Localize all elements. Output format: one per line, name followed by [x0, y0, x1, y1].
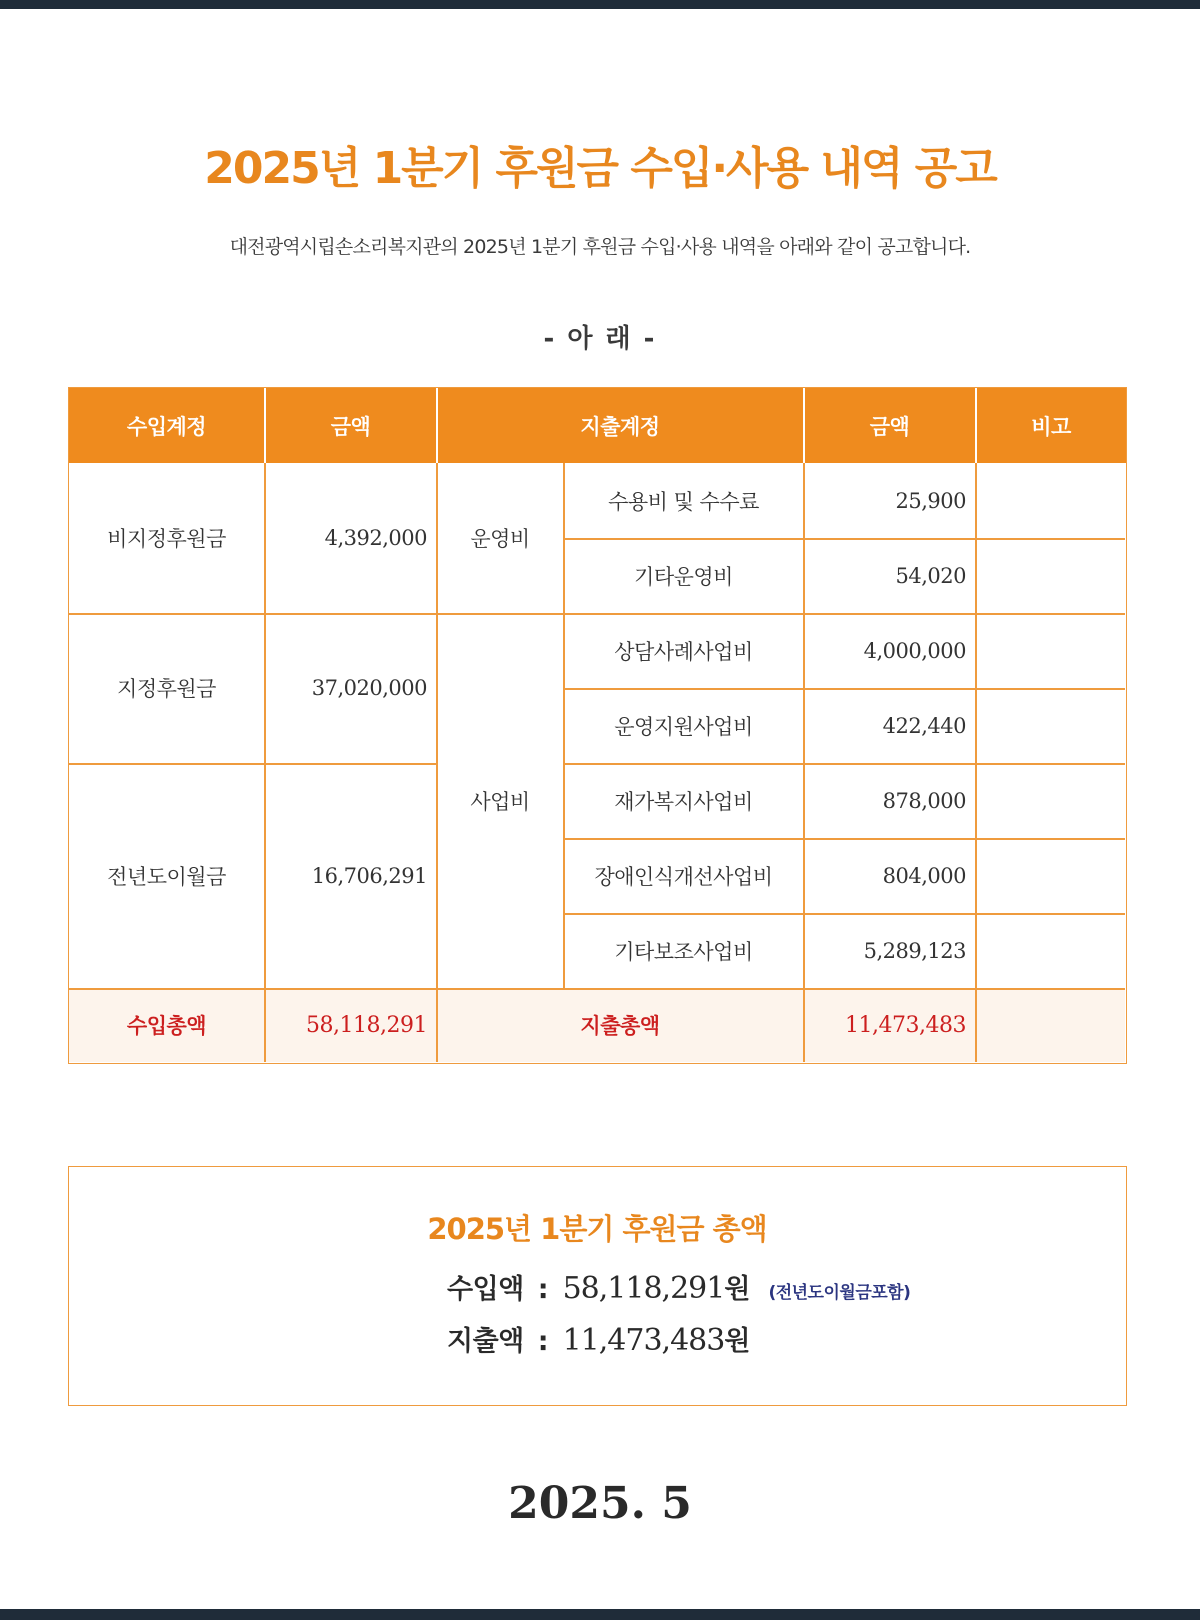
income-amount-cell: 37,020,000 — [311, 676, 427, 700]
expense-item-cell: 수용비 및 수수료 — [608, 489, 759, 514]
summary-unit: 원 — [724, 1274, 751, 1305]
income-account-cell: 지정후원금 — [117, 677, 216, 701]
expense-amount-cell: 422,440 — [882, 713, 966, 738]
summary-income-note: (전년도이월금포함) — [768, 1283, 911, 1303]
expense-category-cell: 운영비 — [470, 527, 530, 551]
grid-line — [69, 613, 1125, 615]
header-expense-account: 지출계정 — [437, 388, 803, 463]
remark-cell — [976, 838, 1126, 913]
expense-amount-cell: 878,000 — [882, 788, 966, 813]
expense-total-label: 지출총액 — [580, 1014, 660, 1038]
summary-income-value: 58,118,291 — [562, 1271, 725, 1306]
expense-amount-cell: 804,000 — [882, 863, 966, 888]
expense-category-cell: 사업비 — [470, 789, 530, 814]
top-bar — [0, 0, 1200, 9]
header-remarks: 비고 — [976, 388, 1126, 463]
remark-cell — [976, 913, 1126, 988]
income-total-amount: 58,118,291 — [306, 1012, 427, 1038]
grid-line — [564, 688, 1125, 690]
expense-item-cell: 재가복지사업비 — [614, 789, 753, 814]
summary-box — [68, 1166, 1127, 1406]
income-account-cell: 비지정후원금 — [107, 527, 226, 551]
below-label: - 아 래 - — [543, 324, 657, 354]
remark-cell — [976, 538, 1126, 613]
remark-cell — [976, 763, 1126, 838]
grid-line — [69, 988, 1125, 990]
remark-cell — [976, 463, 1126, 538]
expense-total-amount: 11,473,483 — [845, 1012, 966, 1038]
income-total-label: 수입총액 — [126, 1014, 207, 1038]
expense-item-cell: 기타운영비 — [634, 564, 733, 589]
expense-amount-cell: 25,900 — [895, 488, 966, 513]
grid-line — [975, 388, 977, 463]
grid-line — [564, 763, 1125, 765]
expense-item-cell: 장애인식개선사업비 — [594, 864, 773, 889]
page-title: 2025년 1분기 후원금 수입·사용 내역 공고 — [204, 143, 996, 194]
summary-title: 2025년 1분기 후원금 총액 — [427, 1212, 767, 1246]
expense-item-cell: 기타보조사업비 — [614, 939, 753, 964]
summary-colon: : — [537, 1274, 549, 1305]
summary-income-label: 수입액 — [447, 1274, 524, 1305]
summary-unit: 원 — [724, 1326, 751, 1357]
summary-expense-label: 지출액 — [447, 1326, 524, 1357]
grid-line — [436, 388, 438, 463]
expense-amount-cell: 4,000,000 — [863, 638, 966, 663]
expense-amount-cell: 54,020 — [895, 563, 966, 588]
notice-date: 2025. 5 — [508, 1478, 692, 1529]
grid-line — [803, 388, 805, 463]
income-account-cell: 전년도이월금 — [107, 864, 226, 889]
donation-table — [68, 387, 1127, 1064]
header-income-amount: 금액 — [265, 388, 436, 463]
grid-line — [69, 763, 437, 765]
expense-item-cell: 상담사례사업비 — [614, 639, 753, 664]
expense-item-cell: 운영지원사업비 — [614, 714, 753, 739]
page-subtitle: 대전광역시립손소리복지관의 2025년 1분기 후원금 수입·사용 내역을 아래와 같이 공고합니다. — [229, 236, 971, 258]
grid-line — [564, 838, 1125, 840]
expense-amount-cell: 5,289,123 — [863, 938, 966, 963]
bottom-bar — [0, 1609, 1200, 1620]
income-amount-cell: 4,392,000 — [324, 526, 427, 550]
grid-line — [563, 463, 565, 988]
grid-line — [564, 913, 1125, 915]
remark-cell — [976, 613, 1126, 688]
header-income-account: 수입계정 — [69, 388, 264, 463]
income-amount-cell: 16,706,291 — [311, 863, 427, 888]
header-expense-amount: 금액 — [804, 388, 975, 463]
remark-cell — [976, 688, 1126, 763]
summary-expense-value: 11,473,483 — [562, 1323, 725, 1358]
summary-colon: : — [537, 1326, 549, 1357]
grid-line — [264, 388, 266, 463]
summary-expense-line — [447, 1319, 750, 1359]
grid-line — [564, 538, 1125, 540]
summary-income-line — [447, 1267, 910, 1307]
